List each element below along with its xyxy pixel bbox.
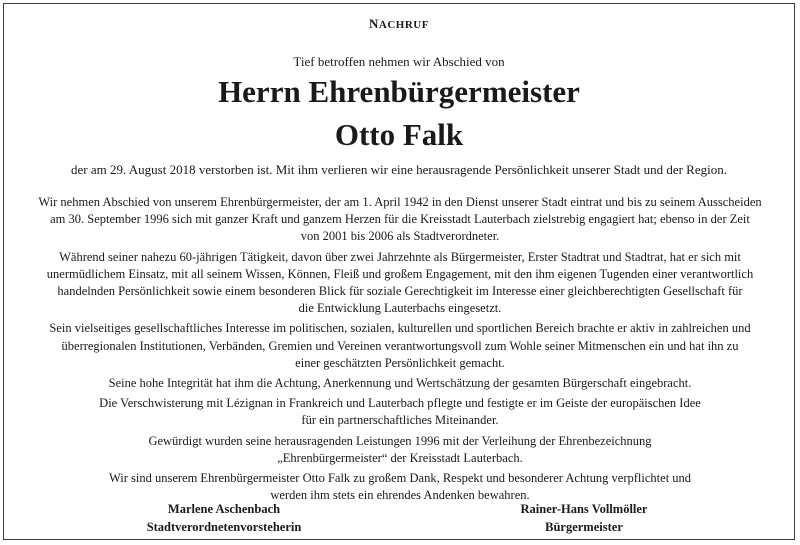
text-line: einer geschätzten Persönlichkeit gemacht. xyxy=(295,355,505,370)
notice-heading xyxy=(4,16,794,32)
paragraph xyxy=(26,433,774,467)
signatory-role: Stadtverordnetenvorsteherin xyxy=(146,520,302,534)
text-line: unermüdlichem Einsatz, mit all seinem Wissen, Können, Fleiß und großem Engagement, mit den ihm eigenen Tugenden einer verantwortlich xyxy=(46,266,754,281)
text-line: handelnden Persönlichkeit sowie einem besonderen Blick für soziale Gerechtigkeit im Interesse einer gleichberechtigten Gesellschaft für xyxy=(57,284,743,299)
obituary-notice xyxy=(3,3,795,540)
text-line: für ein partnerschaftliches Miteinander. xyxy=(301,413,499,428)
paragraph xyxy=(26,395,774,429)
signature-left xyxy=(114,500,334,536)
signatory-name: Rainer-Hans Vollmöller xyxy=(520,502,648,516)
intro-line: Tief betroffen nehmen wir Abschied von xyxy=(293,54,505,69)
text-line: „Ehrenbürgermeister“ der Kreisstadt Lauterbach. xyxy=(277,450,523,465)
text-line: Während seiner nahezu 60-jährigen Tätigkeit, davon über zwei Jahrzehnte als Bürgermeister, Erster Stadtrat und Stadtrat, hat er sich mit xyxy=(59,249,741,264)
text-line: Wir nehmen Abschied von unserem Ehrenbürgermeister, der am 1. April 1942 in den Dienst unserer Stadt eintrat und bis zu seinem Ausscheiden xyxy=(38,195,762,209)
paragraph xyxy=(26,194,774,246)
honorific-title: Herrn Ehrenbürgermeister xyxy=(218,74,580,109)
text-line: am 30. September 1996 sich mit ganzer Kraft und ganzem Herzen für die Kreisstadt Lauterbach zielstrebig engagiert hat; ebenso in der Zeit xyxy=(50,212,750,227)
signatory-name: Marlene Aschenbach xyxy=(167,502,281,516)
text-line: Seine hohe Integrität hat ihm die Achtung, Anerkennung und Wertschätzung der gesamten Bürgerschaft eingebracht. xyxy=(108,376,692,391)
signature-right xyxy=(474,500,694,536)
text-line: überregionalen Institutionen, Verbänden, Gremien und Vereinen verantwortungsvoll zum Wohle seiner Mitmenschen ein und hat ihn zu xyxy=(61,338,739,353)
text-line: Sein vielseitiges gesellschaftliches Interesse im politischen, sozialen, kulturellen und sportlichen Bereich brachte er aktiv in zahlreichen und xyxy=(49,321,751,336)
heading-initial: N xyxy=(369,16,379,31)
text-line: von 2001 bis 2006 als Stadtverordneter. xyxy=(300,229,500,244)
heading-rest: ACHRUF xyxy=(378,19,429,31)
body-text xyxy=(26,194,774,507)
text-line: Wir sind unserem Ehrenbürgermeister Otto Falk zu großem Dank, Respekt und besonderer Achtung verpflichtet und xyxy=(108,471,692,486)
paragraph xyxy=(26,249,774,318)
text-line: werden ihm stets ein ehrendes Andenken bewahren. xyxy=(270,488,530,503)
paragraph xyxy=(26,320,774,372)
signatory-role: Bürgermeister xyxy=(545,520,623,534)
text-line: Die Verschwisterung mit Lézignan in Frankreich und Lauterbach pflegte und festigte er im Geiste der europäischen Idee xyxy=(99,396,701,411)
deceased-name: Otto Falk xyxy=(334,117,464,152)
text-line: Gewürdigt wurden seine herausragenden Leistungen 1996 mit der Verleihung der Ehrenbezeichnung xyxy=(148,433,652,448)
paragraph xyxy=(26,375,774,392)
text-line: die Entwicklung Lauterbachs eingesetzt. xyxy=(298,301,502,316)
death-statement: der am 29. August 2018 verstorben ist. Mit ihm verlieren wir eine herausragende Persönlichkeit unserer Stadt und der Region. xyxy=(71,162,727,177)
